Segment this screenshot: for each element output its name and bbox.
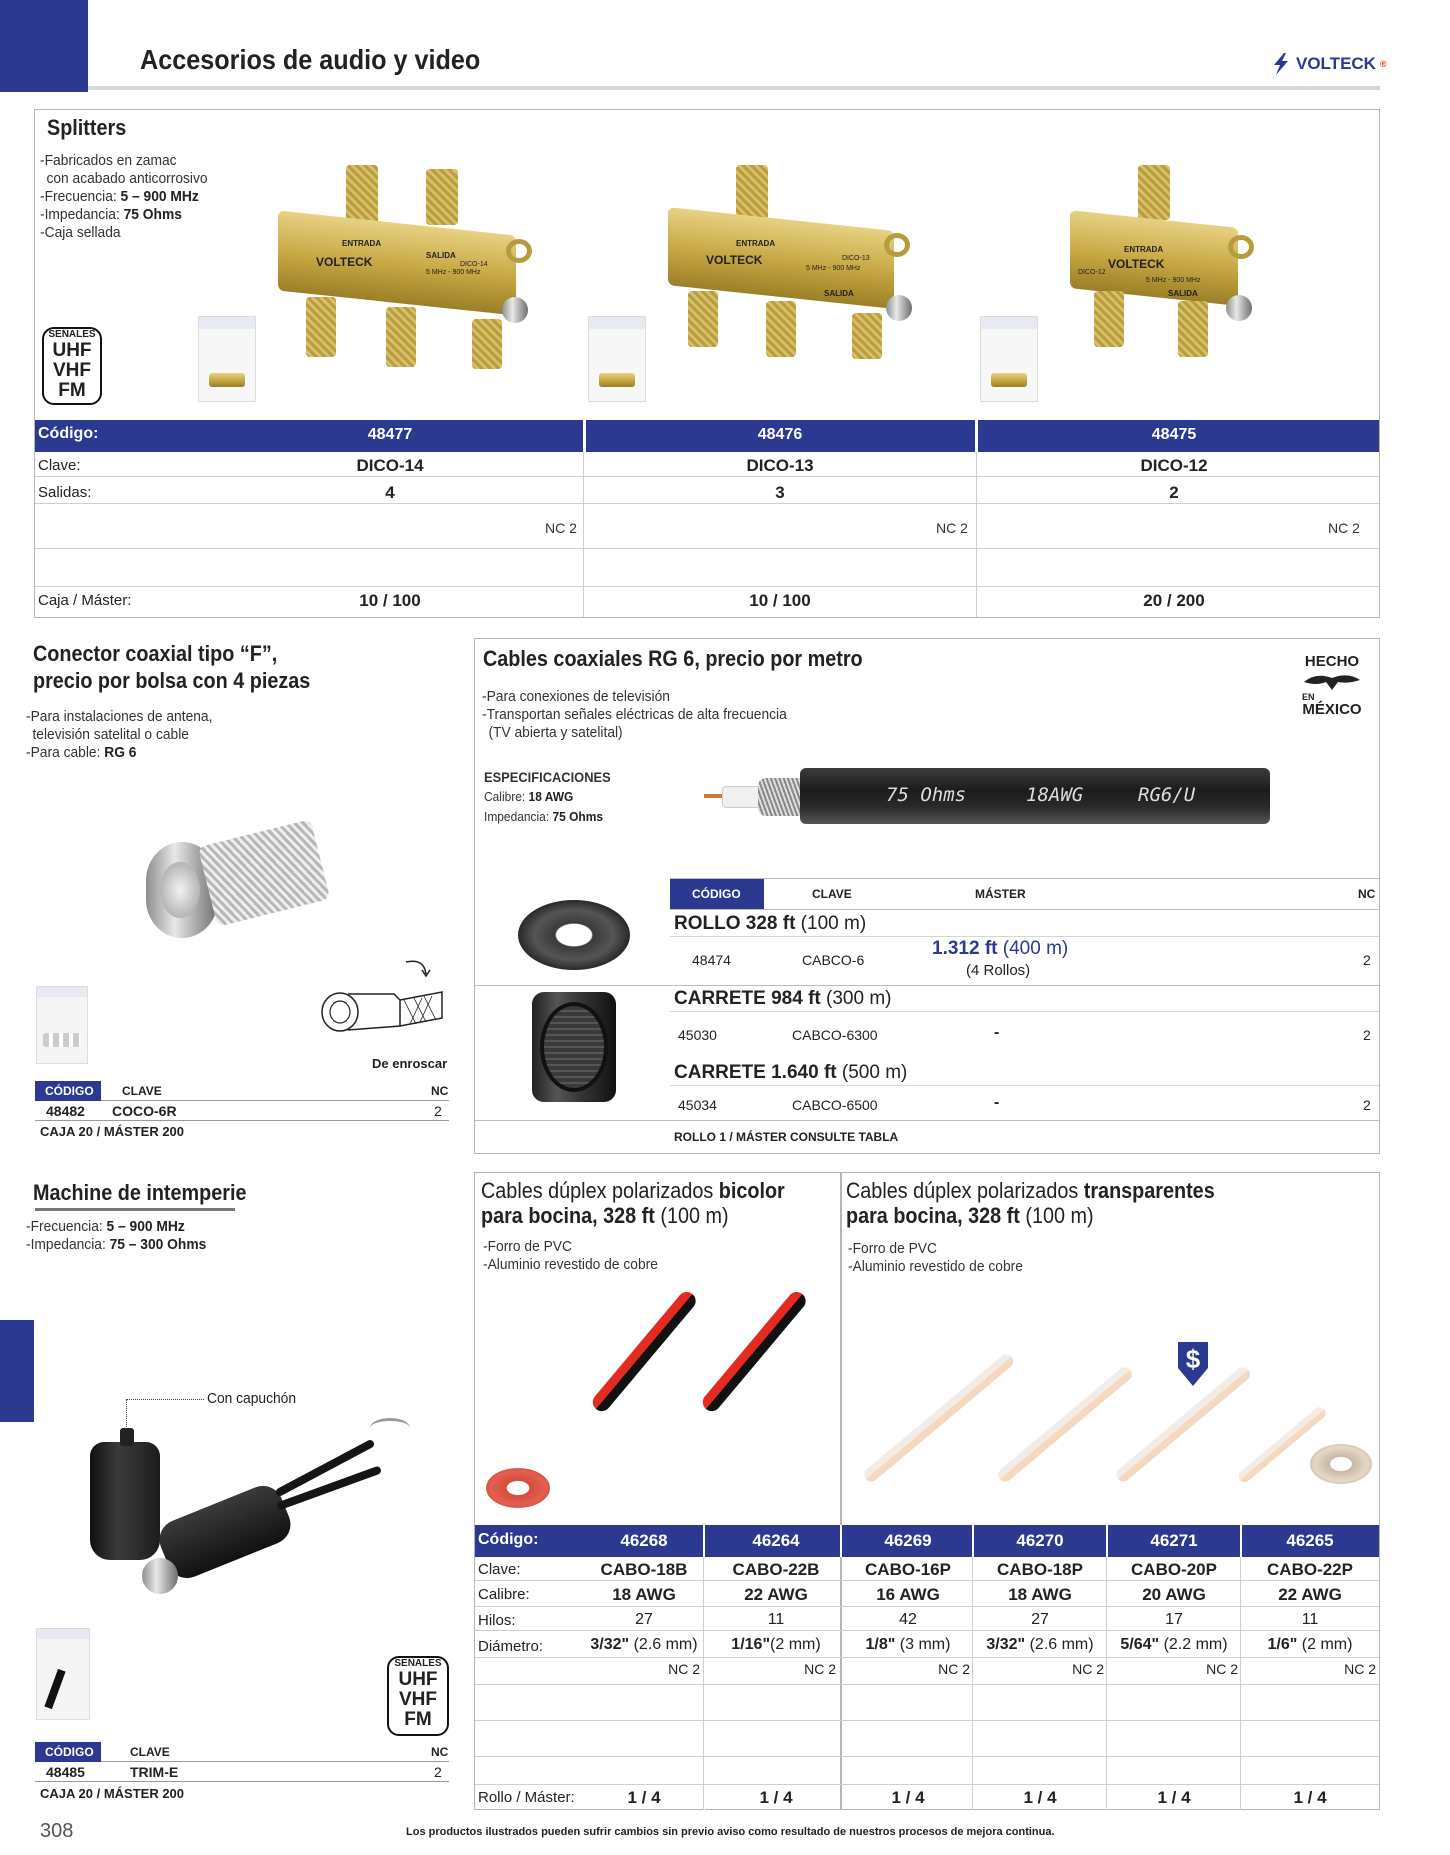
hilos-label: Hilos: [478,1612,516,1629]
coaxial-bullet-satellite: (TV abierta y satelital) [488,724,623,741]
coaxial-codigo: 48474 [692,952,731,968]
machine-codigo: 48485 [46,1764,85,1780]
duplex-transp-title: Cables dúplex polarizados transparentes para bocina, 328 ft (100 m) [846,1178,1215,1228]
machine-nc: 2 [434,1764,442,1780]
duplex-calibre: 18 AWG [612,1585,676,1604]
splitter-model-label: DICO-12 [1078,269,1106,276]
duplex-codigo: 46265 [1286,1531,1334,1550]
codigo-label: Código: [38,425,99,442]
duplex-nc: NC 2 [1072,1661,1104,1677]
volteck-bolt-icon [1270,52,1292,76]
coaxial-bullet-signals: Transportan señales eléctricas de alta frecuencia [486,706,787,723]
splitter-clave: DICO-13 [746,456,814,475]
cable-print-gauge: 18AWG [1026,784,1084,806]
hecho-en-mexico-badge [1300,654,1364,718]
duplex-clave: CABO-18B [600,1560,688,1579]
splitters-title: Splitters [47,115,127,140]
duplex-hilos: 11 [1301,1611,1319,1628]
machine-transformer-image [80,1418,440,1618]
duplex-calibre: 18 AWG [1008,1585,1072,1604]
badge-signals-label: SEÑALES [48,329,96,340]
coaxial-specs [484,768,622,826]
duplex-diametro: 1/8" (3 mm) [865,1636,951,1653]
coaxial-group-carrete-500: CARRETE 1.640 ft (500 m) [674,1062,908,1083]
splitter-caja-master: 10 / 100 [749,591,811,610]
duplex-bicolor-title: Cables dúplex polarizados bicolor para bocina, 328 ft (100 m) [481,1178,785,1228]
frequency-value: 5 – 900 MHz [120,188,199,205]
splitter-nc: NC 2 [936,520,968,536]
conector-packaging: CAJA 20 / MÁSTER 200 [40,1124,185,1139]
clave-header: CLAVE [812,887,852,901]
conector-cable-value: RG 6 [104,744,137,761]
duplex-calibre: 20 AWG [1142,1585,1206,1604]
brand-logo [1270,52,1387,76]
splitter-code-48475: 48475 [1151,426,1197,443]
rollo-master-label: Rollo / Máster: [478,1789,575,1806]
transparent-cable-roll-image [1310,1444,1372,1484]
coaxial-master: - [994,1024,1000,1041]
codigo-header: CÓDIGO [45,1745,94,1759]
coaxial-nc: 2 [1363,952,1371,968]
duplex-rollo-master: 1 / 4 [627,1788,661,1807]
duplex-nc: NC 2 [1206,1661,1238,1677]
splitter-4way-image [276,165,552,370]
duplex-hilos: 17 [1165,1611,1183,1628]
bullet-material: Fabricados en zamac [44,152,177,169]
bullet-finish: con acabado anticorrosivo [46,170,208,187]
coaxial-cable-image [704,758,1274,838]
impedance-value: 75 Ohms [123,206,182,223]
duplex-bicolor-bullets: -Forro de PVC -Aluminio revestido de cobre [483,1238,658,1273]
specs-title: ESPECIFICACIONES [484,769,611,785]
splitter-nc: NC 2 [1328,520,1360,536]
splitter-salida-label: SALIDA [426,251,456,260]
badge-uhf: UHF [52,340,92,361]
bullet-impedance: Impedancia: [44,206,124,223]
specs-impedance-value: 75 Ohms [552,809,604,824]
side-tab [0,1320,34,1422]
clave-label: Clave: [38,457,81,474]
conector-bullet-cable: Para cable: [30,744,105,761]
duplex-codigo: 46264 [752,1531,800,1550]
conector-bullet-tv: televisión satelital o cable [32,726,189,743]
master-header: MÁSTER [975,887,1026,901]
splitter-clave: DICO-12 [1140,456,1208,475]
splitter-caja-master: 20 / 200 [1143,591,1205,610]
duplex-codigo: 46268 [620,1531,668,1550]
conector-title-line2: precio por bolsa con 4 piezas [33,668,311,693]
duplex-rollo-master: 1 / 4 [1293,1788,1327,1807]
mexico-label: MÉXICO [1302,701,1362,718]
machine-packaging: CAJA 20 / MÁSTER 200 [40,1786,185,1801]
brand-registered: ® [1379,59,1387,69]
duplex-hilos: 42 [899,1611,917,1628]
splitter-outputs: 2 [1169,483,1179,502]
coaxial-master: - [994,1094,1000,1111]
splitter-outputs: 3 [775,483,785,502]
duplex-nc: NC 2 [938,1661,970,1677]
splitter-model-label: DICO-13 [842,255,870,262]
hecho-label: HECHO [1304,653,1360,670]
price-symbol: $ [1185,1344,1201,1374]
page-number: 308 [40,1820,74,1842]
splitter-range-label: 5 MHz - 900 MHz [1146,277,1201,284]
splitter-range-label: 5 MHz - 900 MHz [806,265,861,272]
badge-vhf: VHF [399,1689,437,1710]
coaxial-title: Cables coaxiales RG 6, precio por metro [483,646,863,671]
page-title: Accesorios de audio y video [140,44,481,75]
coaxial-codigo: 45030 [678,1027,717,1043]
codigo-header: CÓDIGO [45,1084,94,1098]
splitter-brand-label: VOLTECK [316,255,373,269]
package-thumbnail [588,316,646,402]
disclaimer: Los productos ilustrados pueden sufrir cambios sin previo aviso como resultado de nuestros procesos de mejora continua. [406,1826,1055,1838]
calibre-label: Calibre: [478,1586,530,1603]
specs-impedance-label: Impedancia: [484,809,553,824]
coaxial-bullets: -Para conexiones de televisión -Transportan señales eléctricas de alta frecuencia (TV abierta y satelital) [482,688,787,741]
cable-print-type: RG6/U [1138,784,1196,806]
duplex-diametro: 5/64" (2.2 mm) [1120,1636,1228,1653]
nc-header: NC [1358,887,1376,901]
duplex-codigo: 46269 [884,1531,932,1550]
splitter-model-label: DICO-14 [460,261,488,268]
package-thumbnail [36,1628,90,1720]
red-cable-roll-image [486,1468,550,1508]
machine-bullet-frequency: Frecuencia: [30,1218,107,1235]
duplex-rollo-master: 1 / 4 [1023,1788,1057,1807]
splitters-bullets: -Fabricados en zamac con acabado anticorrosivo -Frecuencia: 5 – 900 MHz -Impedancia: 75 Ohms -Caja sellada [40,152,208,241]
machine-frequency-value: 5 – 900 MHz [106,1218,185,1235]
duplex-rollo-master: 1 / 4 [1157,1788,1191,1807]
clave-header: CLAVE [130,1745,170,1759]
caja-master-label: Caja / Máster: [38,592,132,609]
duplex-rollo-master: 1 / 4 [759,1788,793,1807]
coaxial-nc: 2 [1363,1027,1371,1043]
splitter-3way-image [666,165,932,365]
splitter-salida-label: SALIDA [824,289,854,298]
package-thumbnail [980,316,1038,402]
machine-title: Machine de intemperie [33,1180,247,1205]
cable-roll-image [518,900,630,970]
coaxial-group-carrete-300: CARRETE 984 ft (300 m) [674,988,892,1009]
duplex-hilos: 11 [767,1611,785,1628]
splitter-code-48477: 48477 [367,426,413,443]
duplex-diametro: 1/6" (2 mm) [1267,1636,1353,1653]
splitter-caja-master: 10 / 100 [359,591,421,610]
coaxial-group-rollo: ROLLO 328 ft (100 m) [674,913,867,934]
nc-header: NC [431,1084,449,1098]
signals-badge [387,1656,449,1736]
badge-fm: FM [404,1709,432,1730]
splitter-code-48476: 48476 [757,426,803,443]
splitter-2way-image [1068,165,1268,365]
duplex-clave: CABO-20P [1131,1560,1217,1579]
splitter-outputs: 4 [385,483,395,502]
conector-bullet-antenna: Para instalaciones de antena, [30,708,213,725]
coaxial-clave: CABCO-6500 [792,1097,878,1113]
splitter-brand-label: VOLTECK [706,253,763,267]
machine-bullet-impedance: Impedancia: [30,1236,110,1253]
duplex-clave: CABO-22B [732,1560,820,1579]
price-badge [1172,1342,1214,1386]
conector-title-line1: Conector coaxial tipo “F”, [33,641,278,666]
badge-vhf: VHF [53,360,91,381]
splitter-entrada-label: ENTRADA [1124,245,1164,254]
de-enroscar-label: De enroscar [372,1056,448,1071]
duplex-nc: NC 2 [668,1661,700,1677]
signals-badge [42,327,102,405]
duplex-diametro: 3/32" (2.6 mm) [590,1636,698,1653]
connector-diagram [318,952,452,1032]
coaxial-bullet-tv: Para conexiones de televisión [486,688,670,705]
con-capuchon-label: Con capuchón [207,1390,297,1407]
coaxial-packaging: ROLLO 1 / MÁSTER CONSULTE TABLA [674,1130,899,1144]
splitter-entrada-label: ENTRADA [342,239,382,248]
specs-calibre-label: Calibre: [484,789,529,804]
duplex-clave: CABO-22P [1267,1560,1353,1579]
bullet-sealed: Caja sellada [44,224,121,241]
duplex-codigo: 46271 [1150,1531,1198,1550]
duplex-diametro: 3/32" (2.6 mm) [986,1636,1094,1653]
splitter-clave: DICO-14 [356,456,424,475]
clave-label: Clave: [478,1561,521,1578]
badge-signals-label: SEÑALES [394,1658,442,1669]
duplex-nc: NC 2 [804,1661,836,1677]
splitter-brand-label: VOLTECK [1108,257,1165,271]
en-label: EN [1302,692,1315,702]
badge-fm: FM [58,380,86,401]
conector-bullets: -Para instalaciones de antena, televisión satelital o cable -Para cable: RG 6 [26,708,213,761]
salidas-label: Salidas: [38,484,92,501]
coaxial-clave: CABCO-6300 [792,1027,878,1043]
brand-name: VOLTECK [1296,54,1376,73]
cable-reel-image [532,992,616,1102]
machine-impedance-value: 75 – 300 Ohms [109,1236,207,1253]
splitter-nc: NC 2 [545,520,577,536]
package-thumbnail [36,986,88,1064]
machine-bullets: -Frecuencia: 5 – 900 MHz -Impedancia: 75 – 300 Ohms [26,1218,207,1253]
conector-clave: COCO-6R [112,1103,177,1119]
conector-codigo: 48482 [46,1103,85,1119]
coaxial-master-sub: (4 Rollos) [966,962,1031,979]
duplex-clave: CABO-16P [865,1560,951,1579]
duplex-rollo-master: 1 / 4 [891,1788,925,1807]
coaxial-clave: CABCO-6 [802,952,865,968]
machine-clave: TRIM-E [130,1764,179,1780]
splitter-salida-label: SALIDA [1168,289,1198,298]
bullet-frequency: Frecuencia: [44,188,121,205]
f-connector-image [146,822,326,942]
coaxial-codigo: 45034 [678,1097,717,1113]
codigo-label: Código: [478,1531,539,1548]
duplex-nc: NC 2 [1344,1661,1376,1677]
duplex-calibre: 22 AWG [1278,1585,1342,1604]
duplex-clave: CABO-18P [997,1560,1083,1579]
package-thumbnail [198,316,256,402]
codigo-header: CÓDIGO [692,887,741,901]
splitter-range-label: 5 MHz - 900 MHz [426,269,481,276]
coaxial-nc: 2 [1363,1097,1371,1113]
diametro-label: Diámetro: [478,1638,544,1655]
duplex-calibre: 16 AWG [876,1585,940,1604]
conector-nc: 2 [434,1103,442,1119]
splitter-entrada-label: ENTRADA [736,239,776,248]
specs-calibre-value: 18 AWG [528,789,574,804]
duplex-calibre: 22 AWG [744,1585,808,1604]
duplex-hilos: 27 [1031,1611,1049,1628]
header-tab [0,0,88,92]
clave-header: CLAVE [122,1084,162,1098]
cable-print-impedance: 75 Ohms [886,784,967,806]
duplex-transp-bullets: -Forro de PVC -Aluminio revestido de cobre [848,1240,1023,1275]
eagle-icon [1302,670,1362,692]
title-rule [88,86,1380,90]
duplex-codigo: 46270 [1016,1531,1064,1550]
duplex-hilos: 27 [635,1611,653,1628]
badge-uhf: UHF [398,1669,438,1690]
coaxial-master: 1.312 ft (400 m) [932,938,1069,959]
duplex-diametro: 1/16"(2 mm) [731,1636,821,1653]
nc-header: NC [431,1745,449,1759]
conector-title [33,640,310,694]
